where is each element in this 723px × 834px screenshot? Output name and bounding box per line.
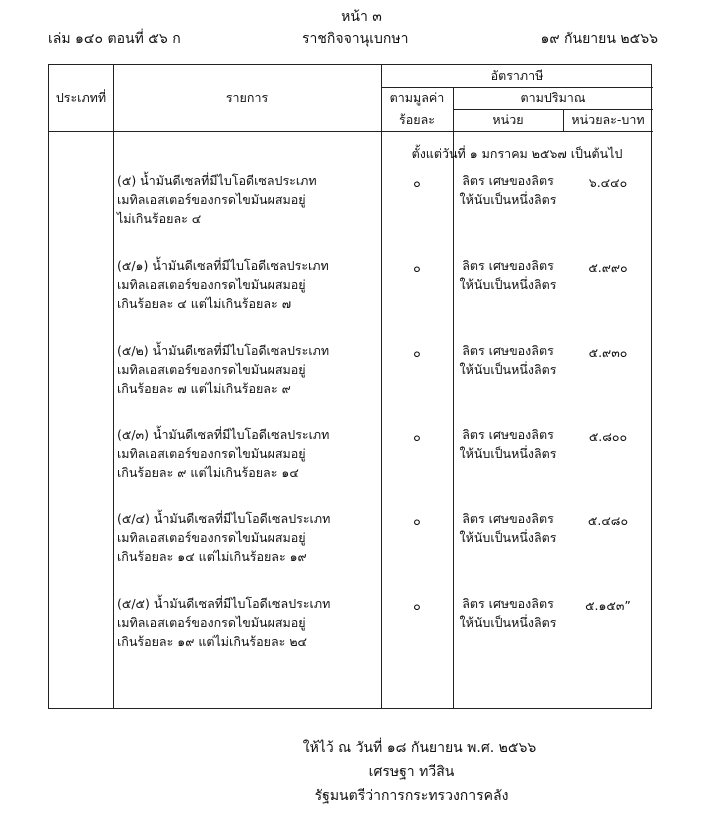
unit-description xyxy=(453,341,563,379)
unit-line: ลิตร เศษของลิตร xyxy=(462,596,554,611)
unit-line: ให้นับเป็นหนึ่งลิตร xyxy=(459,446,557,461)
header-percent: ร้อยละ xyxy=(399,112,435,127)
unit-line: ให้นับเป็นหนึ่งลิตร xyxy=(459,192,557,207)
rate-per-unit: ๕.๙๙๐ xyxy=(588,260,628,275)
unit-description xyxy=(453,171,563,209)
unit-line: ลิตร เศษของลิตร xyxy=(462,258,554,273)
unit-line: ให้นับเป็นหนึ่งลิตร xyxy=(459,362,557,377)
rate-per-unit: ๕.๙๓๐ xyxy=(588,345,628,360)
unit-line: ลิตร เศษของลิตร xyxy=(462,343,554,358)
signature-block xyxy=(0,736,723,808)
rate-percent: ๐ xyxy=(413,345,421,360)
header-tax-rate: อัตราภาษี xyxy=(490,68,544,83)
rate-percent: ๐ xyxy=(413,429,421,444)
gazette-header xyxy=(48,28,658,50)
item-line: เมทิลเอสเตอร์ของกรดไขมันผสมอยู่ xyxy=(117,530,306,545)
given-on-date: ให้ไว้ ณ วันที่ ๑๘ กันยายน พ.ศ. ๒๕๖๖ xyxy=(302,740,537,756)
header-by-quantity: ตามปริมาณ xyxy=(520,90,586,105)
item-line: (๕/๕) น้ำมันดีเซลที่มีไบโอดีเซลประเภท xyxy=(117,596,331,611)
item-line: เกินร้อยละ ๙ แต่ไม่เกินร้อยละ ๑๔ xyxy=(117,465,299,480)
publication-date: ๑๙ กันยายน ๒๕๖๖ xyxy=(540,31,658,47)
item-line: เมทิลเอสเตอร์ของกรดไขมันผสมอยู่ xyxy=(117,362,306,377)
unit-line: ลิตร เศษของลิตร xyxy=(462,427,554,442)
unit-line: ให้นับเป็นหนึ่งลิตร xyxy=(459,277,557,292)
item-line: เมทิลเอสเตอร์ของกรดไขมันผสมอยู่ xyxy=(117,277,306,292)
header-per-unit-baht: หน่วยละ-บาท xyxy=(571,112,645,127)
rate-percent: ๐ xyxy=(413,598,421,613)
item-line: เมทิลเอสเตอร์ของกรดไขมันผสมอยู่ xyxy=(117,615,306,630)
unit-description xyxy=(453,256,563,294)
volume-issue: เล่ม ๑๔๐ ตอนที่ ๕๖ ก xyxy=(48,31,181,47)
item-line: เกินร้อยละ ๑๙ แต่ไม่เกินร้อยละ ๒๔ xyxy=(117,634,308,649)
header-bottom-divider xyxy=(49,131,653,132)
rate-per-unit: ๕.๑๕๓” xyxy=(585,598,631,613)
rate-per-unit: ๕.๔๘๐ xyxy=(587,513,629,528)
unit-description xyxy=(453,509,563,547)
item-line: เกินร้อยละ ๔ แต่ไม่เกินร้อยละ ๗ xyxy=(117,296,292,311)
effective-date-note: ตั้งแต่วันที่ ๑ มกราคม ๒๕๖๗ เป็นต้นไป xyxy=(411,146,623,161)
item-description xyxy=(117,256,387,313)
item-line: (๕) น้ำมันดีเซลที่มีไบโอดีเซลประเภท xyxy=(117,173,317,188)
item-line: (๕/๔) น้ำมันดีเซลที่มีไบโอดีเซลประเภท xyxy=(117,511,331,526)
unit-description xyxy=(453,594,563,632)
item-description xyxy=(117,425,387,482)
rate-percent: ๐ xyxy=(413,260,421,275)
item-line: เกินร้อยละ ๑๔ แต่ไม่เกินร้อยละ ๑๙ xyxy=(117,549,307,564)
item-line: เมทิลเอสเตอร์ของกรดไขมันผสมอยู่ xyxy=(117,446,306,461)
unit-line: ให้นับเป็นหนึ่งลิตร xyxy=(459,530,557,545)
item-description xyxy=(117,341,387,398)
item-line: (๕/๒) น้ำมันดีเซลที่มีไบโอดีเซลประเภท xyxy=(117,343,330,358)
row-divider xyxy=(453,109,653,110)
rate-percent: ๐ xyxy=(413,513,421,528)
item-description xyxy=(117,171,387,228)
rate-per-unit: ๖.๔๔๐ xyxy=(588,175,628,190)
header-type: ประเภทที่ xyxy=(55,90,107,105)
rate-per-unit: ๕.๘๐๐ xyxy=(588,429,628,444)
tax-rate-table xyxy=(48,64,652,709)
unit-line: ให้นับเป็นหนึ่งลิตร xyxy=(459,615,557,630)
item-line: ไม่เกินร้อยละ ๔ xyxy=(117,211,202,226)
item-description xyxy=(117,594,387,651)
col-divider xyxy=(113,65,114,708)
item-line: เมทิลเอสเตอร์ของกรดไขมันผสมอยู่ xyxy=(117,192,306,207)
signatory-name: เศรษฐา ทวีสิน xyxy=(368,764,455,780)
signatory-position: รัฐมนตรีว่าการกระทรวงการคลัง xyxy=(314,788,509,804)
header-item: รายการ xyxy=(225,90,269,105)
item-line: (๕/๓) น้ำมันดีเซลที่มีไบโอดีเซลประเภท xyxy=(117,427,330,442)
publication-name: ราชกิจจานุเบกษา xyxy=(302,31,409,47)
rate-percent: ๐ xyxy=(413,175,421,190)
row-divider xyxy=(381,87,653,88)
unit-line: ลิตร เศษของลิตร xyxy=(462,173,554,188)
header-by-value: ตามมูลค่า xyxy=(389,90,445,105)
item-line: เกินร้อยละ ๗ แต่ไม่เกินร้อยละ ๙ xyxy=(117,381,291,396)
unit-description xyxy=(453,425,563,463)
item-line: (๕/๑) น้ำมันดีเซลที่มีไบโอดีเซลประเภท xyxy=(117,258,329,273)
header-unit: หน่วย xyxy=(492,112,524,127)
page-number: หน้า ๓ xyxy=(341,9,382,25)
unit-line: ลิตร เศษของลิตร xyxy=(462,511,554,526)
item-description xyxy=(117,509,387,566)
